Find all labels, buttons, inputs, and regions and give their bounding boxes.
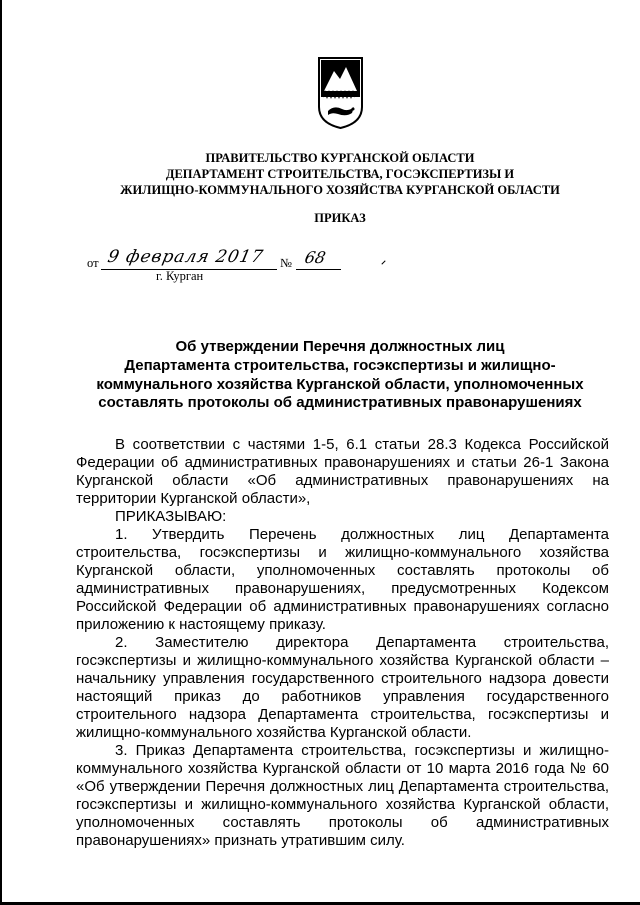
title-line-4: составлять протоколы об административных правонарушениях <box>98 394 582 411</box>
scan-edge-left <box>0 0 2 905</box>
date-prefix: от <box>87 256 99 270</box>
clause-2: 2. Заместителю директора Департамента строительства, госэкспертизы и жилищно-коммунального хозяйства Курганской области – начальнику управления государственного строительного надзора довести настоящий приказ до работников управления государственного строительного надзора Департамента строительства, госэкспертизы и жилищно-коммунального хозяйства Курганской области. <box>76 634 609 741</box>
handwritten-number: 68 <box>302 248 328 267</box>
title-line-3: коммунального хозяйства Курганской области, уполномоченных <box>96 376 584 393</box>
number-underline <box>296 269 341 270</box>
kurgan-coat-of-arms-icon <box>318 57 363 129</box>
header-line-1: ПРАВИТЕЛЬСТВО КУРГАНСКОЙ ОБЛАСТИ <box>205 151 475 165</box>
number-sign: № <box>280 256 292 270</box>
intro-paragraph: В соответствии с частями 1-5, 6.1 статьи 28.3 Кодекса Российской Федерации об административных правонарушениях и статьи 26-1 Закона Курганской области «Об административных правонарушениях на территории Курганской области», <box>76 436 609 507</box>
city: г. Курган <box>156 269 204 283</box>
handwritten-date: 9 февраля 2017 <box>105 247 266 267</box>
pen-mark <box>381 260 385 264</box>
header-line-3: ЖИЛИЩНО-КОММУНАЛЬНОГО ХОЗЯЙСТВА КУРГАНСКОЙ ОБЛАСТИ <box>120 183 560 197</box>
header-line-2: ДЕПАРТАМЕНТ СТРОИТЕЛЬСТВА, ГОСЭКСПЕРТИЗЫ И <box>165 167 515 181</box>
document-type: ПРИКАЗ <box>314 211 366 225</box>
clause-1: 1. Утвердить Перечень должностных лиц Департамента строительства, госэкспертизы и жилищно-коммунального хозяйства Курганской области, уполномоченных составлять протоколы об административных правонарушениях, предусмотренных Кодексом Российской Федерации об административных правонарушениях согласно приложению к настоящему приказу. <box>76 526 609 633</box>
clause-3: 3. Приказ Департамента строительства, госэкспертизы и жилищно-коммунального хозяйства Курганской области от 10 марта 2016 года № 60 «Об утверждении Перечня должностных лиц Департамента строительства, госэкспертизы и жилищно-коммунального хозяйства Курганской области, уполномоченных составлять протоколы об административных правонарушениях» признать утратившим силу. <box>76 742 609 849</box>
order-body <box>76 436 609 850</box>
order-word: ПРИКАЗЫВАЮ: <box>115 508 227 525</box>
title-line-1: Об утверждении Перечня должностных лиц <box>175 338 505 355</box>
title-line-2: Департамента строительства, госэкспертизы и жилищно- <box>124 357 556 374</box>
